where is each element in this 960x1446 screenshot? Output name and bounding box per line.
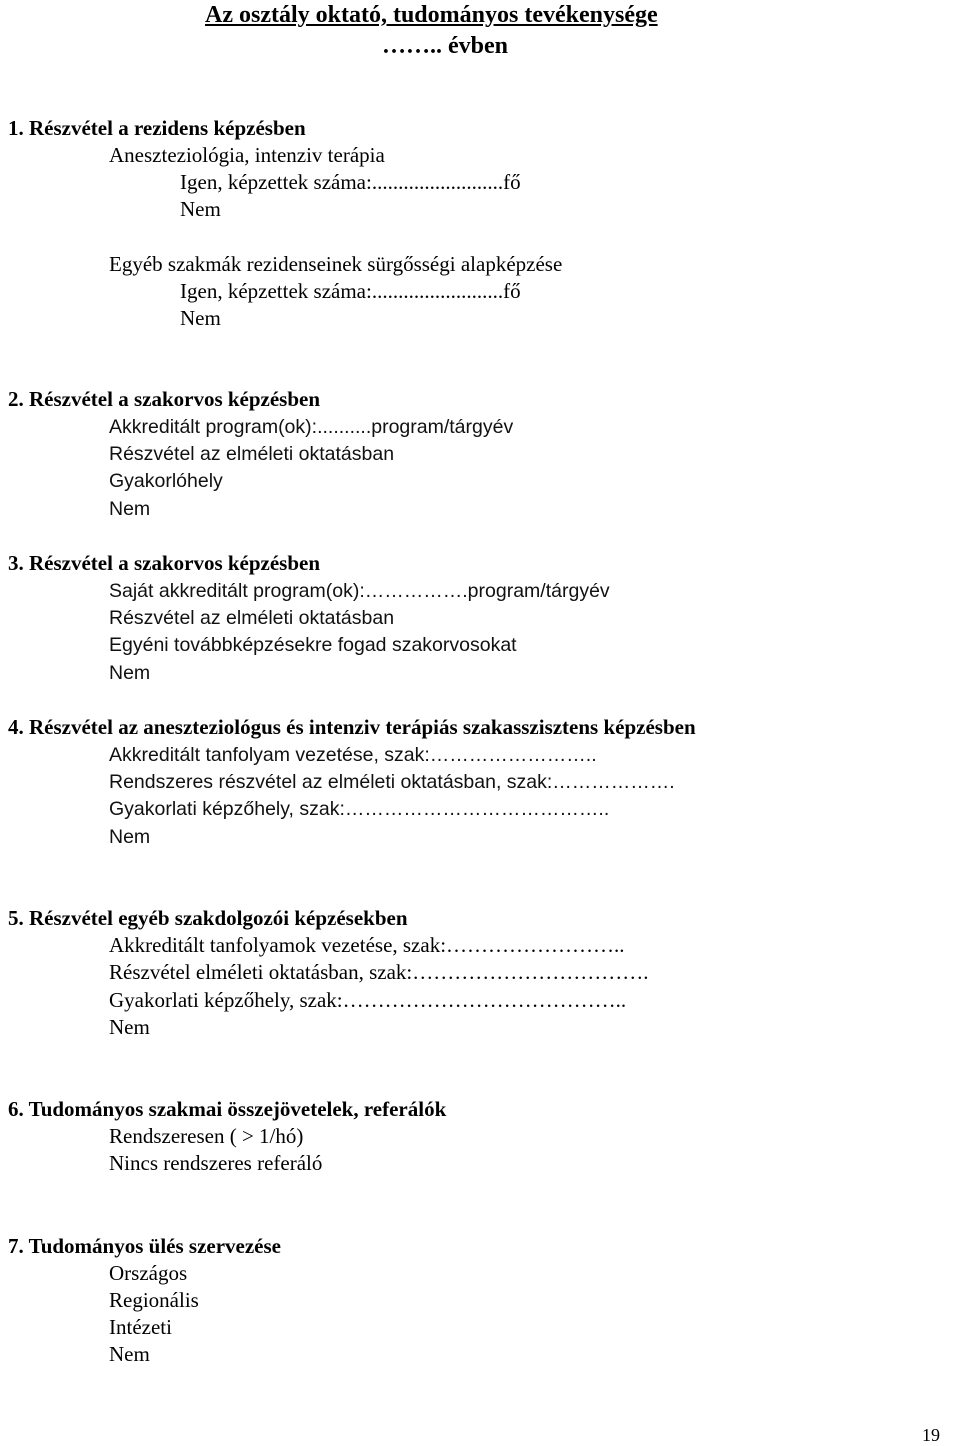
section-5-item: Részvétel elméleti oktatásban, szak:……………………………. — [109, 960, 649, 984]
section-3-item: Saját akkreditált program(ok):…………….program/tárgyév — [109, 580, 610, 602]
section-2-item: Akkreditált program(ok):..........program/tárgyév — [109, 416, 514, 438]
section-1-heading: 1. Részvétel a rezidens képzésben — [8, 116, 306, 140]
section-3-item: Egyéni továbbképzésekre fogad szakorvosokat — [109, 634, 517, 656]
section-5-item: Gyakorlati képzőhely, szak:………………………………….. — [109, 988, 627, 1012]
section-4-item: Nem — [109, 826, 151, 848]
section-3-item: Nem — [109, 662, 151, 684]
section-4-item: Akkreditált tanfolyam vezetése, szak:…………………….. — [109, 744, 597, 766]
section-4-item: Rendszeres részvétel az elméleti oktatásban, szak:………………. — [109, 771, 675, 793]
section-2-heading: 2. Részvétel a szakorvos képzésben — [8, 387, 321, 411]
section-6-heading: 6. Tudományos szakmai összejövetelek, referálók — [8, 1097, 447, 1121]
section-4-item: Gyakorlati képzőhely, szak:………………………………….. — [109, 798, 610, 820]
section-2-item: Gyakorlóhely — [109, 470, 223, 492]
section-6-item: Rendszeresen ( > 1/hó) — [109, 1124, 304, 1148]
section-2-item: Nem — [109, 498, 151, 520]
section-7-heading: 7. Tudományos ülés szervezése — [8, 1234, 281, 1258]
section-7-item: Regionális — [109, 1288, 199, 1312]
section-4-heading: 4. Részvétel az aneszteziológus és intenziv terápiás szakasszisztens képzésben — [8, 715, 696, 739]
section-1-item: Egyéb szakmák rezidenseinek sürgősségi alapképzése — [109, 252, 563, 276]
section-5-heading: 5. Részvétel egyéb szakdolgozói képzésekben — [8, 906, 408, 930]
page-title: Az osztály oktató, tudományos tevékenysége — [205, 2, 658, 28]
section-5-item: Nem — [109, 1015, 150, 1039]
section-5-item: Akkreditált tanfolyamok vezetése, szak:…………………….. — [109, 933, 625, 957]
page-number: 19 — [922, 1425, 940, 1445]
section-1-item: Igen, képzettek száma:.........................fő — [180, 279, 521, 303]
section-3-heading: 3. Részvétel a szakorvos képzésben — [8, 551, 321, 575]
section-1-item: Igen, képzettek száma:.........................fő — [180, 170, 521, 194]
section-7-item: Országos — [109, 1261, 188, 1285]
section-2-item: Részvétel az elméleti oktatásban — [109, 443, 395, 465]
section-1-item: Nem — [180, 197, 221, 221]
section-1-item: Nem — [180, 306, 221, 330]
section-7-item: Nem — [109, 1342, 150, 1366]
section-6-item: Nincs rendszeres referáló — [109, 1151, 323, 1175]
section-3-item: Részvétel az elméleti oktatásban — [109, 607, 395, 629]
section-1-item: Aneszteziológia, intenziv terápia — [109, 143, 385, 167]
page-title-year: …….. évben — [382, 33, 508, 59]
section-7-item: Intézeti — [109, 1315, 172, 1339]
